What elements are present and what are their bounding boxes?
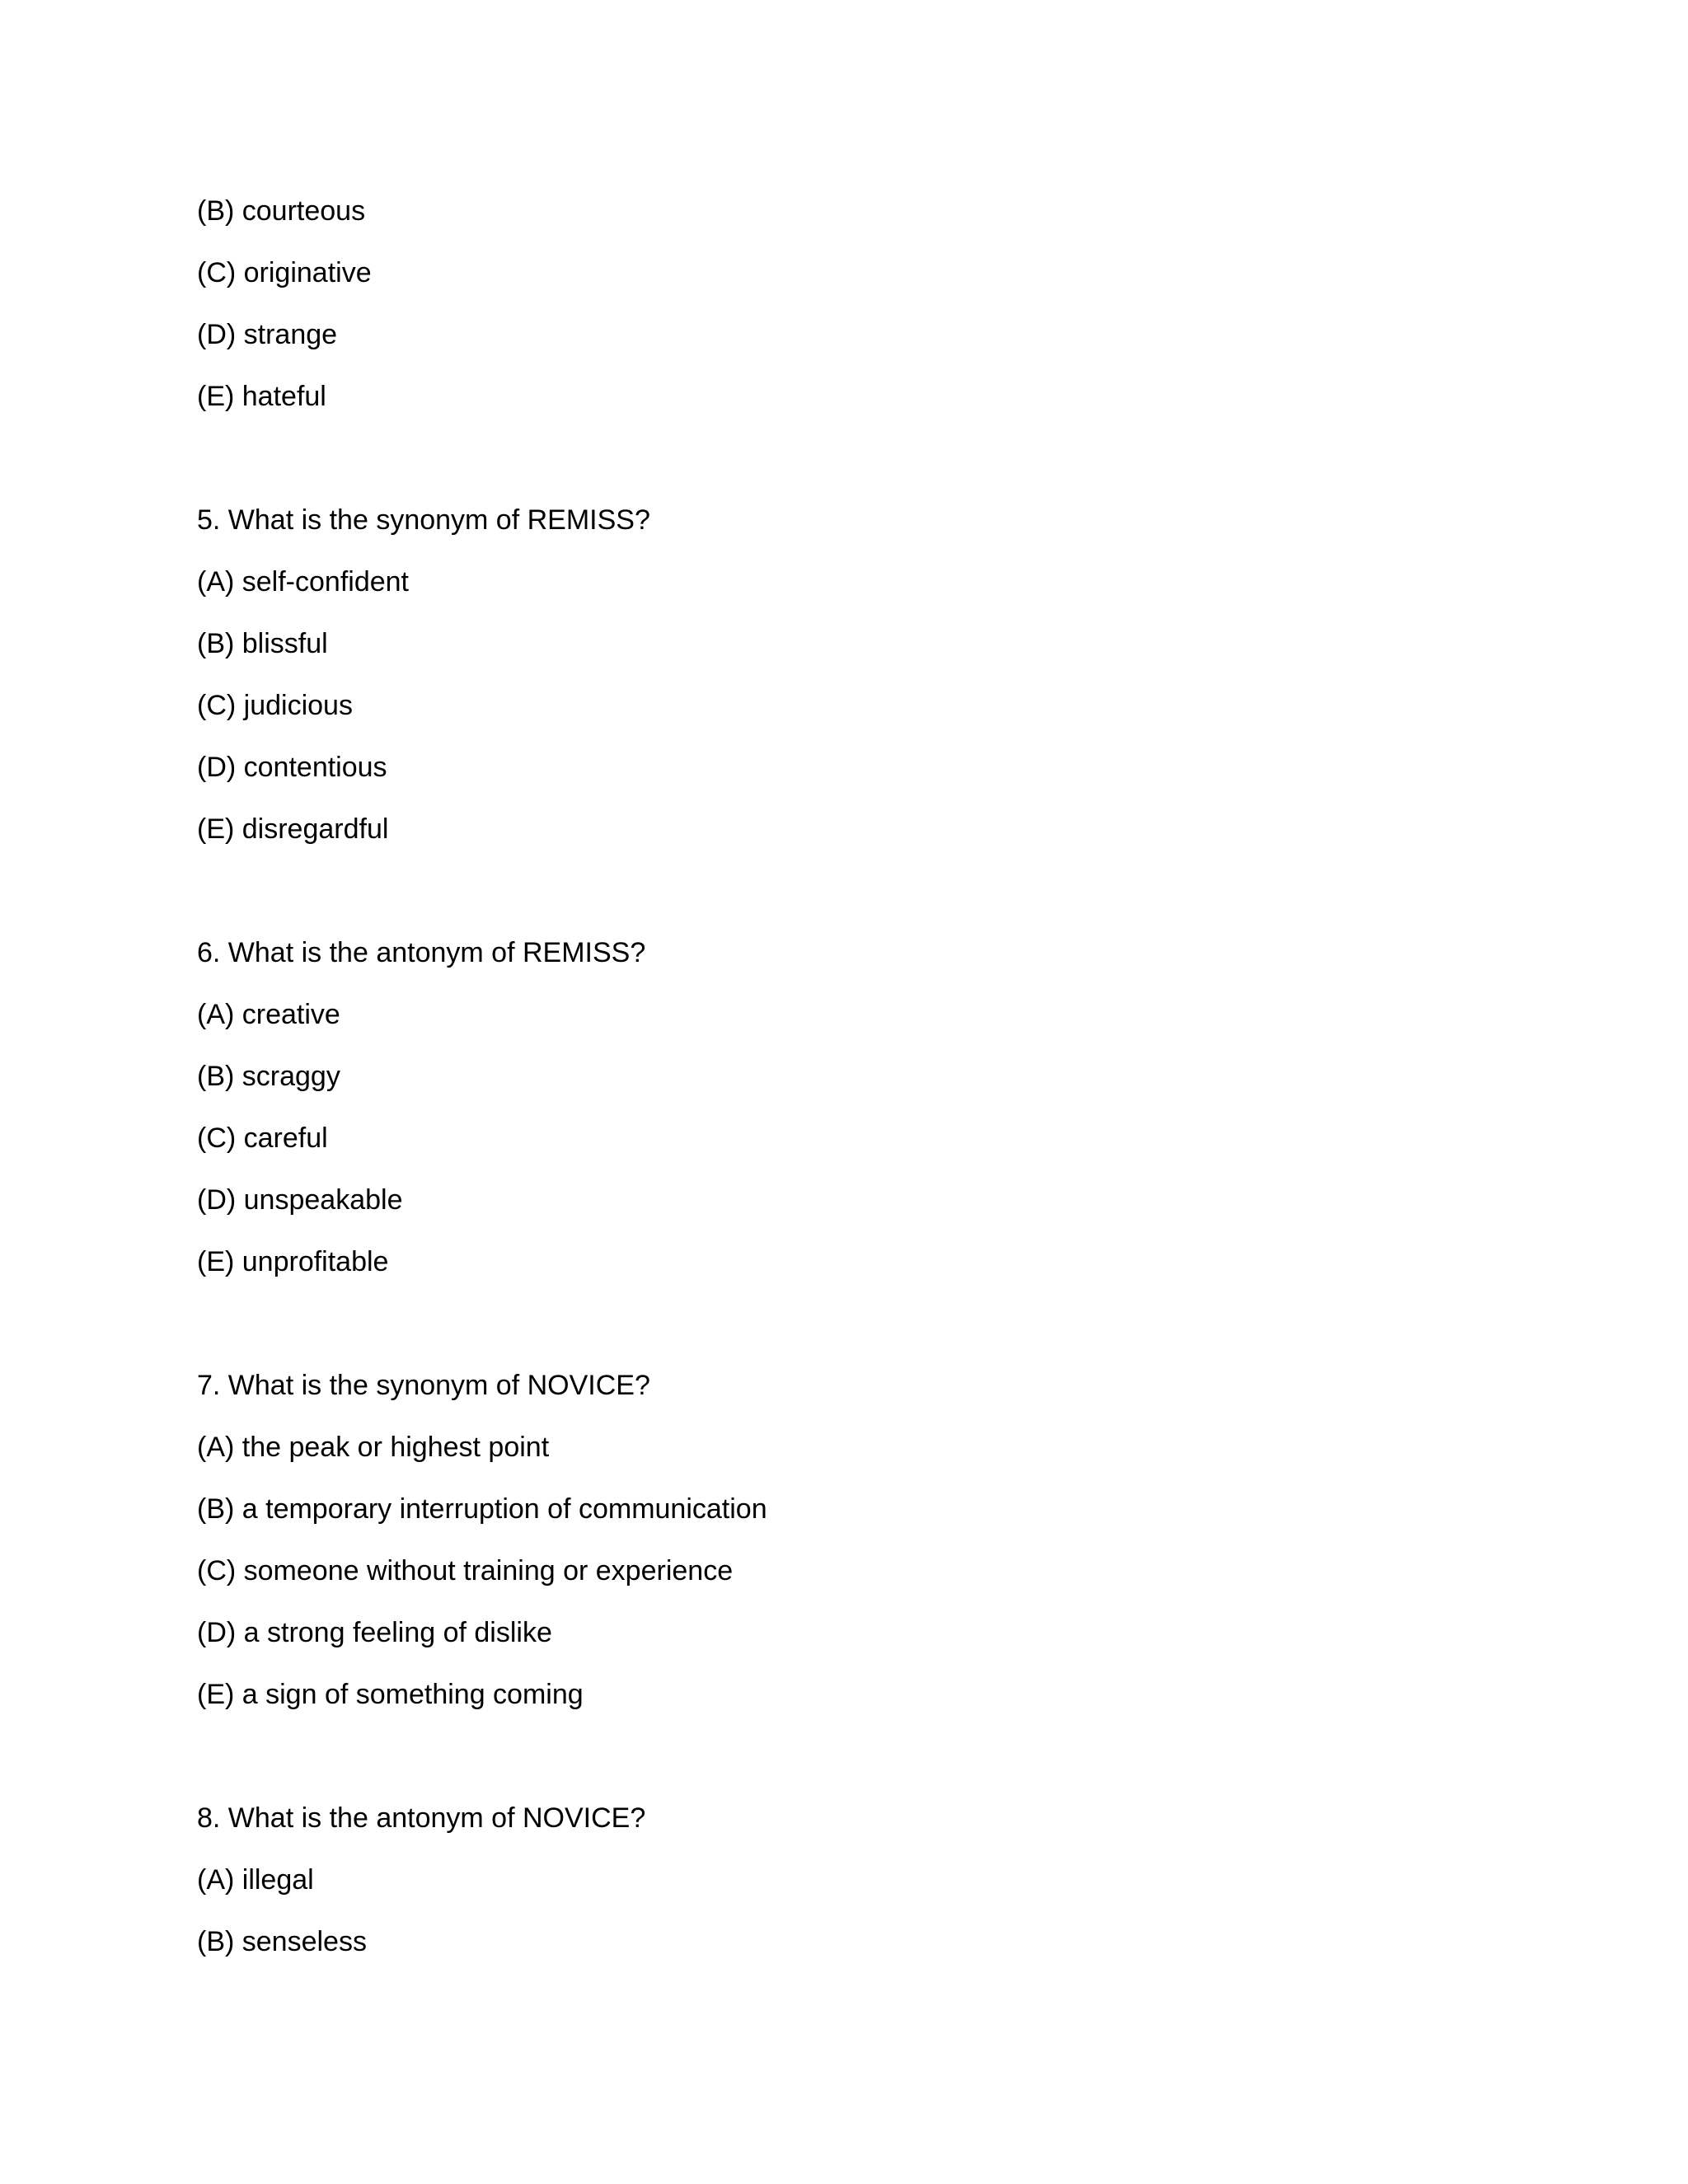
- answer-option: (D) contentious: [197, 752, 387, 783]
- answer-option: (C) someone without training or experience: [197, 1555, 734, 1586]
- spacer: [197, 873, 1516, 935]
- question-6: [197, 935, 1516, 1280]
- spacer: [197, 440, 1516, 502]
- answer-option: (B) a temporary interruption of communication: [197, 1493, 767, 1525]
- answer-option: (D) strange: [197, 319, 338, 350]
- answer-option: (C) judicious: [197, 690, 353, 721]
- answer-option: (A) illegal: [197, 1864, 314, 1896]
- answer-option: (E) a sign of something coming: [197, 1679, 584, 1710]
- question-5: [197, 502, 1516, 847]
- question-8: [197, 1800, 1516, 1960]
- answer-option: (E) hateful: [197, 381, 326, 412]
- spacer: [197, 1305, 1516, 1367]
- answer-option: (B) senseless: [197, 1926, 367, 1957]
- answer-option: (C) careful: [197, 1122, 328, 1154]
- question-4-options: [197, 193, 1516, 415]
- question-text: 8. What is the antonym of NOVICE?: [197, 1802, 646, 1834]
- question-text: 6. What is the antonym of REMISS?: [197, 937, 646, 968]
- answer-option: (B) scraggy: [197, 1061, 340, 1092]
- answer-option: (D) unspeakable: [197, 1184, 403, 1216]
- answer-option: (B) blissful: [197, 628, 328, 659]
- answer-option: (D) a strong feeling of dislike: [197, 1617, 552, 1648]
- answer-option: (E) unprofitable: [197, 1246, 389, 1277]
- quiz-content: [197, 193, 1516, 1985]
- answer-option: (E) disregardful: [197, 813, 389, 845]
- answer-option: (B) courteous: [197, 195, 366, 227]
- answer-option: (C) originative: [197, 257, 372, 288]
- question-7: [197, 1367, 1516, 1713]
- answer-option: (A) self-confident: [197, 566, 409, 598]
- question-text: 7. What is the synonym of NOVICE?: [197, 1370, 650, 1401]
- answer-option: (A) the peak or highest point: [197, 1432, 550, 1463]
- spacer: [197, 1738, 1516, 1800]
- question-text: 5. What is the synonym of REMISS?: [197, 504, 650, 536]
- answer-option: (A) creative: [197, 999, 340, 1030]
